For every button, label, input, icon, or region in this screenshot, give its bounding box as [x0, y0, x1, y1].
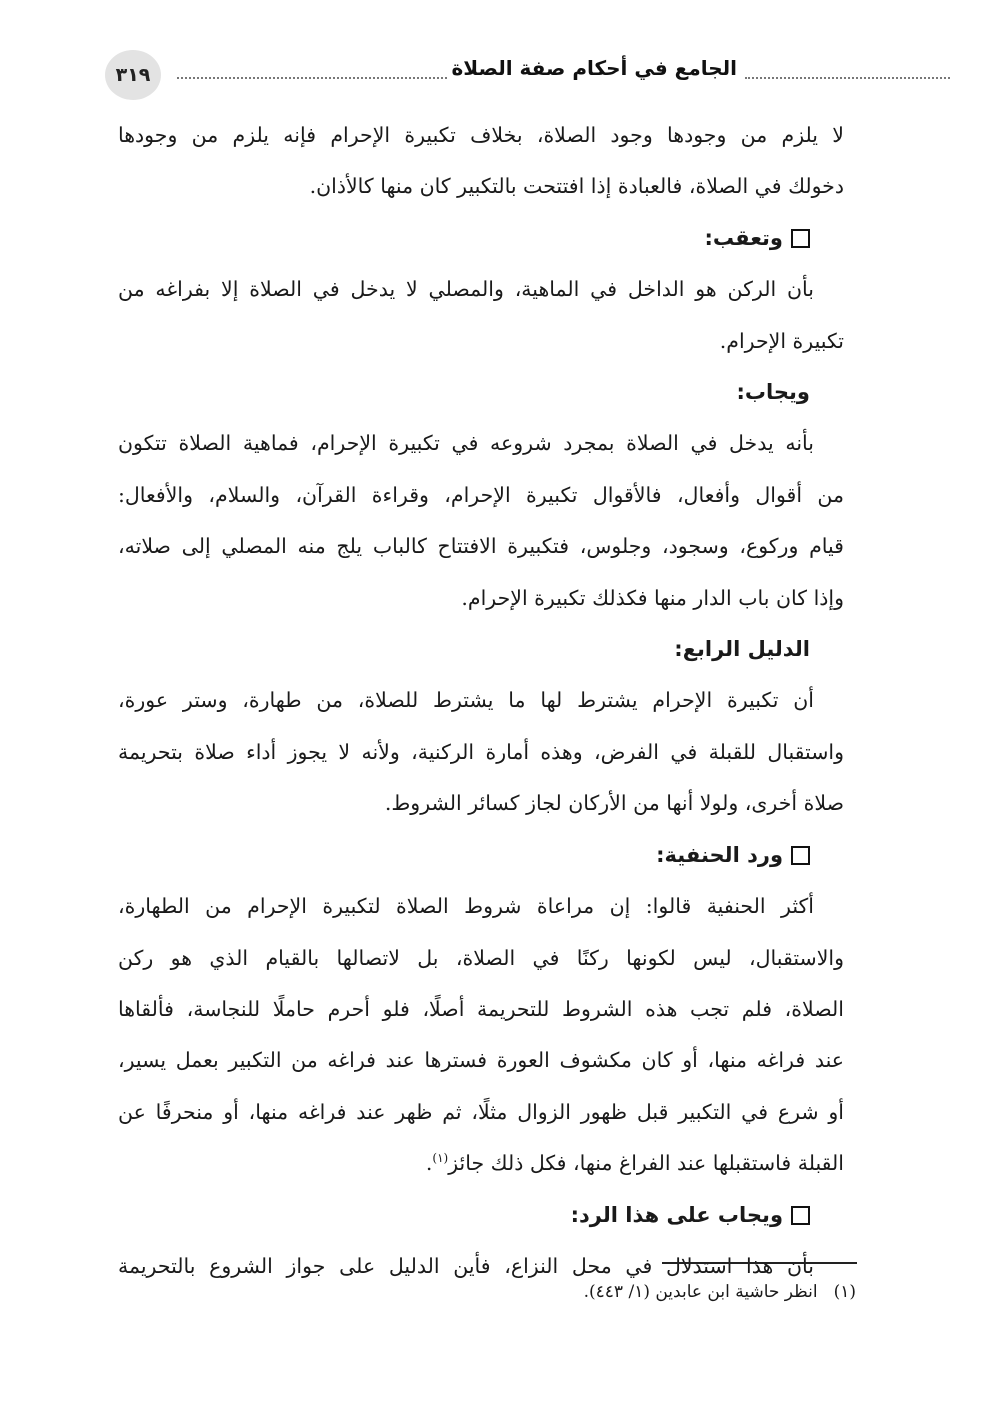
text-line: أن تكبيرة الإحرام يشترط لها ما يشترط للصلاة، من طهارة، وستر عورة،	[118, 688, 814, 713]
text-line-content: القبلة فاستقبلها عند الفراغ منها، فكل ذلك جائز	[448, 1151, 844, 1176]
footnote-separator	[662, 1262, 857, 1264]
text-line: والاستقبال، ليس لكونها ركنًا في الصلاة، بل لاتصالها بالقيام الذي هو ركن	[118, 945, 844, 970]
text-line: عند فراغه منها، أو كان مكشوف العورة فسترها عند فراغه من التكبير بعمل يسير،	[118, 1048, 844, 1073]
page-header	[105, 50, 850, 100]
section-heading	[118, 830, 844, 881]
text-line: بأنه يدخل في الصلاة بمجرد شروعه في تكبيرة الإحرام، فماهية الصلاة تتكون	[118, 431, 814, 456]
section-heading	[118, 367, 844, 418]
footnote	[584, 1272, 856, 1312]
text-line-end: .	[425, 1151, 433, 1176]
footnote-mark: (١)	[833, 1282, 856, 1302]
section-heading	[118, 624, 844, 675]
section-heading	[118, 1190, 844, 1241]
heading-label: ورد الحنفية:	[656, 842, 783, 867]
text-line	[118, 1138, 844, 1189]
text-line: بأن هذا استدلال في محل النزاع، فأين الدليل على جواز الشروع بالتحريمة	[118, 1253, 814, 1278]
text-line: أكثر الحنفية قالوا: إن مراعاة شروط الصلاة لتكبيرة الإحرام من الطهارة،	[118, 894, 814, 919]
checkbox-square-icon	[791, 846, 810, 865]
header-dotted-rule-left	[177, 77, 447, 79]
text-line: قيام وركوع، وسجود، وجلوس، فتكبيرة الافتتاح كالباب يلج منه المصلي إلى صلاته،	[118, 534, 844, 559]
text-line: من أقوال وأفعال، فالأقوال تكبيرة الإحرام، وقراءة القرآن، والسلام، والأفعال:	[118, 482, 844, 507]
page-body	[118, 110, 844, 1292]
heading-label: الدليل الرابع:	[674, 637, 810, 662]
footnote-text: انظر حاشية ابن عابدين (١/ ٤٤٣).	[583, 1282, 818, 1302]
text-line: لا يلزم من وجودها وجود الصلاة، بخلاف تكبيرة الإحرام فإنه يلزم من وجودها	[118, 123, 844, 147]
checkbox-square-icon	[791, 229, 810, 248]
text-line: أو شرع في التكبير قبل ظهور الزوال مثلًا، ثم ظهر عند فراغه منها، أو منحرفًا عن	[118, 1099, 844, 1124]
heading-label: وتعقب:	[704, 225, 783, 250]
running-title: الجامع في أحكام صفة الصلاة	[451, 56, 737, 80]
text-line: تكبيرة الإحرام.	[719, 328, 844, 353]
text-line: صلاة أخرى، ولولا أنها من الأركان لجاز كسائر الشروط.	[384, 791, 844, 816]
footnote-reference[interactable]: (١)	[432, 1151, 449, 1166]
heading-label: ويجاب على هذا الرد:	[570, 1202, 783, 1227]
text-line: وإذا كان باب الدار منها فكذلك تكبيرة الإحرام.	[461, 585, 844, 610]
text-line: دخولك في الصلاة، فالعبادة إذا افتتحت بالتكبير كان منها كالأذان.	[309, 174, 844, 199]
page-number: ٣١٩	[105, 50, 161, 100]
header-dotted-rule-right	[745, 77, 950, 79]
heading-label: ويجاب:	[736, 380, 810, 405]
text-line: بأن الركن هو الداخل في الماهية، والمصلي لا يدخل في الصلاة إلا بفراغه من	[118, 277, 814, 302]
checkbox-square-icon	[791, 1206, 810, 1225]
text-line: واستقبال للقبلة في الفرض، وهذه أمارة الركنية، ولأنه لا يجوز أداء صلاة بتحريمة	[118, 739, 844, 764]
text-line: الصلاة، فلم تجب هذه الشروط للتحريمة أصلًا، فلو أحرم حاملًا للنجاسة، فألقاها	[118, 996, 844, 1021]
section-heading	[118, 213, 844, 264]
